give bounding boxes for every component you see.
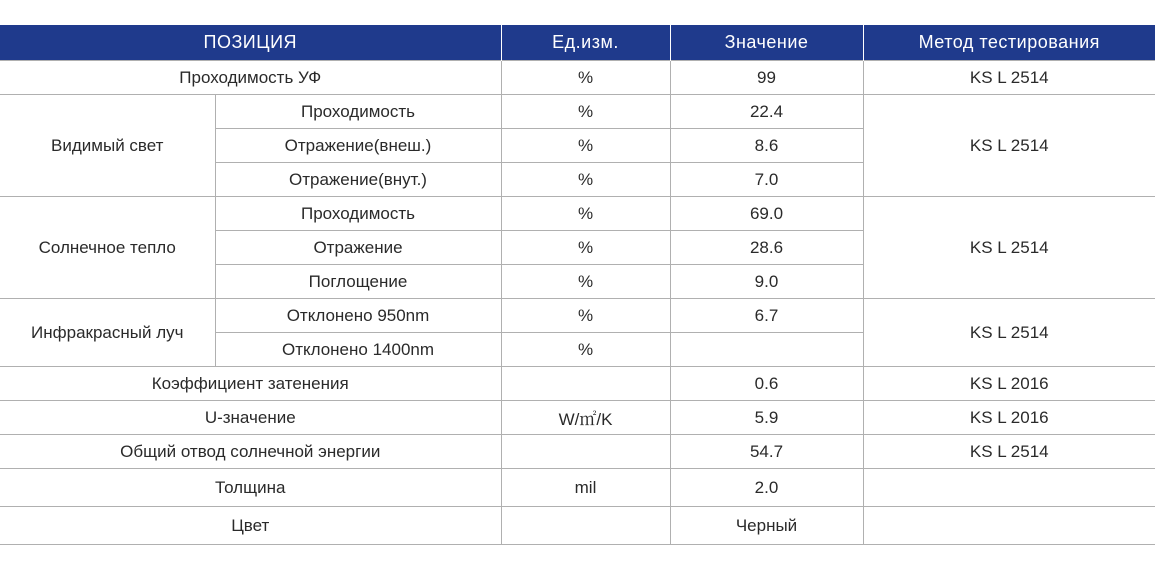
group-method: KS L 2514: [863, 299, 1155, 367]
group-method: KS L 2514: [863, 197, 1155, 299]
row-unit: mil: [501, 469, 670, 507]
row-value: 8.6: [670, 129, 863, 163]
row-label: Цвет: [0, 507, 501, 545]
sub-label: Отражение(внеш.): [215, 129, 501, 163]
row-value: [670, 333, 863, 367]
spec-table: [0, 25, 1155, 545]
table-row: [0, 197, 1155, 231]
table-row: [0, 367, 1155, 401]
row-label: U-значение: [0, 401, 501, 435]
row-value: 54.7: [670, 435, 863, 469]
header-value: Значение: [670, 25, 863, 61]
row-label: Общий отвод солнечной энергии: [0, 435, 501, 469]
sub-label: Проходимость: [215, 95, 501, 129]
row-unit: [501, 367, 670, 401]
row-value: 6.7: [670, 299, 863, 333]
table-row: [0, 401, 1155, 435]
row-value: 22.4: [670, 95, 863, 129]
table-header: [0, 25, 1155, 61]
row-method: KS L 2016: [863, 367, 1155, 401]
spec-table-wrapper: [0, 25, 1155, 545]
row-unit: [501, 435, 670, 469]
header-unit: Ед.изм.: [501, 25, 670, 61]
sub-label: Проходимость: [215, 197, 501, 231]
sub-label: Отражение(внут.): [215, 163, 501, 197]
row-unit: %: [501, 163, 670, 197]
header-row: [0, 25, 1155, 61]
table-row: [0, 469, 1155, 507]
table-row: [0, 299, 1155, 333]
row-unit: %: [501, 197, 670, 231]
row-value: 28.6: [670, 231, 863, 265]
table-row: [0, 61, 1155, 95]
row-unit: W/㎡/K: [501, 401, 670, 435]
row-label: Толщина: [0, 469, 501, 507]
row-method: KS L 2514: [863, 435, 1155, 469]
row-method: KS L 2016: [863, 401, 1155, 435]
row-value: 2.0: [670, 469, 863, 507]
row-value: 9.0: [670, 265, 863, 299]
row-unit: %: [501, 333, 670, 367]
sub-label: Поглощение: [215, 265, 501, 299]
row-value: 69.0: [670, 197, 863, 231]
header-position: ПОЗИЦИЯ: [0, 25, 501, 61]
row-unit: %: [501, 95, 670, 129]
table-row: [0, 435, 1155, 469]
group-label: Видимый свет: [0, 95, 215, 197]
sub-label: Отклонено 950nm: [215, 299, 501, 333]
sub-label: Отражение: [215, 231, 501, 265]
row-unit: %: [501, 265, 670, 299]
row-value: 7.0: [670, 163, 863, 197]
group-label: Солнечное тепло: [0, 197, 215, 299]
row-value: 99: [670, 61, 863, 95]
row-unit: %: [501, 129, 670, 163]
header-method: Метод тестирования: [863, 25, 1155, 61]
table-row: [0, 507, 1155, 545]
row-label: Коэффициент затенения: [0, 367, 501, 401]
row-value: Черный: [670, 507, 863, 545]
row-unit: [501, 507, 670, 545]
row-label: Проходимость УФ: [0, 61, 501, 95]
row-value: 5.9: [670, 401, 863, 435]
row-unit: %: [501, 231, 670, 265]
sub-label: Отклонено 1400nm: [215, 333, 501, 367]
table-body: [0, 61, 1155, 545]
row-value: 0.6: [670, 367, 863, 401]
row-method: KS L 2514: [863, 61, 1155, 95]
row-unit: %: [501, 299, 670, 333]
table-row: [0, 95, 1155, 129]
group-method: KS L 2514: [863, 95, 1155, 197]
group-label: Инфракрасный луч: [0, 299, 215, 367]
row-method: [863, 469, 1155, 507]
row-unit: %: [501, 61, 670, 95]
row-method: [863, 507, 1155, 545]
